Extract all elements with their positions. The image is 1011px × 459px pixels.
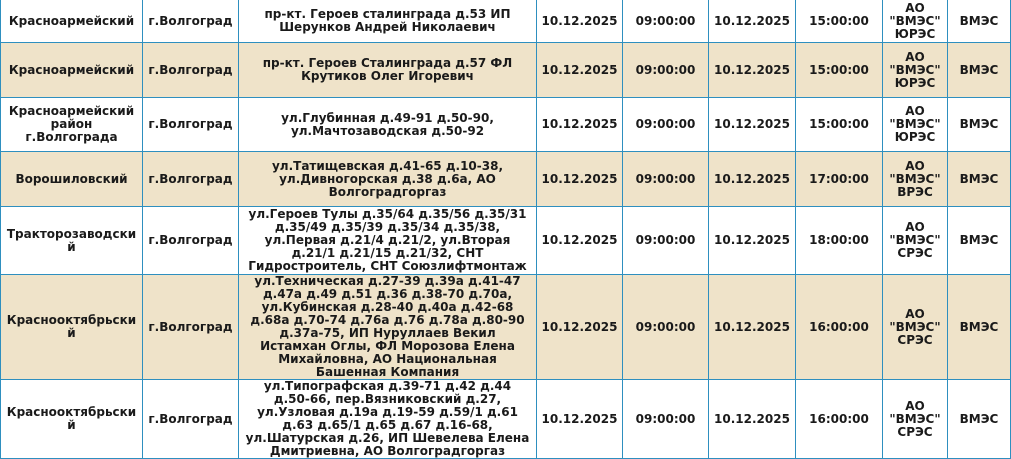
end-date-cell: 10.12.2025 (709, 98, 796, 152)
organization-cell: АО "ВМЭС" СРЭС (883, 207, 948, 275)
organization-cell: АО "ВМЭС" ЮРЭС (883, 98, 948, 152)
network-cell: ВМЭС (948, 43, 1011, 98)
district-cell: Красноармейский (1, 43, 143, 98)
end-time-cell: 15:00:00 (796, 98, 883, 152)
network-cell: ВМЭС (948, 152, 1011, 207)
table-row (1, 207, 1011, 275)
network-cell: ВМЭС (948, 275, 1011, 380)
start-time-cell: 09:00:00 (623, 0, 709, 43)
address-cell: ул.Техническая д.27-39 д.39а д.41-47 д.47а д.49 д.51 д.36 д.38-70 д.70а, ул.Кубинская д.28-40 д.40а д.42-68 д.68а д.70-74 д.76а д.76 д.78а д.80-90 д.37а-75, ИП Нуруллаев Векил Истамхан Оглы, ФЛ Морозова Елена Михайловна, АО Национальная Башенная Компания (239, 275, 537, 380)
city-cell: г.Волгоград (143, 98, 239, 152)
end-date-cell: 10.12.2025 (709, 275, 796, 380)
district-cell: Краснооктябрьский (1, 275, 143, 380)
address-cell: ул.Глубинная д.49-91 д.50-90, ул.Мачтозаводская д.50-92 (239, 98, 537, 152)
organization-cell: АО "ВМЭС" ВРЭС (883, 152, 948, 207)
city-cell: г.Волгоград (143, 43, 239, 98)
end-date-cell: 10.12.2025 (709, 380, 796, 459)
table-row (1, 43, 1011, 98)
end-time-cell: 18:00:00 (796, 207, 883, 275)
table-row (1, 380, 1011, 459)
organization-cell: АО "ВМЭС" СРЭС (883, 275, 948, 380)
start-date-cell: 10.12.2025 (537, 380, 623, 459)
end-date-cell: 10.12.2025 (709, 43, 796, 98)
city-cell: г.Волгоград (143, 207, 239, 275)
start-date-cell: 10.12.2025 (537, 43, 623, 98)
district-cell: Ворошиловский (1, 152, 143, 207)
address-cell: ул.Героев Тулы д.35/64 д.35/56 д.35/31 д.35/49 д.35/39 д.35/34 д.35/38, ул.Первая д.21/4 д.21/2, ул.Вторая д.21/1 д.21/15 д.21/32, СНТ Гидростроитель, СНТ Союзлифтмонтаж (239, 207, 537, 275)
end-date-cell: 10.12.2025 (709, 207, 796, 275)
organization-cell: АО "ВМЭС" СРЭС (883, 380, 948, 459)
city-cell: г.Волгоград (143, 0, 239, 43)
organization-cell: АО "ВМЭС" ЮРЭС (883, 43, 948, 98)
city-cell: г.Волгоград (143, 380, 239, 459)
district-cell: Красноармейский (1, 0, 143, 43)
start-date-cell: 10.12.2025 (537, 0, 623, 43)
start-time-cell: 09:00:00 (623, 380, 709, 459)
start-time-cell: 09:00:00 (623, 275, 709, 380)
table-row (1, 275, 1011, 380)
table-row (1, 98, 1011, 152)
city-cell: г.Волгоград (143, 275, 239, 380)
start-date-cell: 10.12.2025 (537, 152, 623, 207)
start-time-cell: 09:00:00 (623, 152, 709, 207)
start-time-cell: 09:00:00 (623, 98, 709, 152)
address-cell: ул.Татищевская д.41-65 д.10-38, ул.Дивногорская д.38 д.6а, АО Волгоградгоргаз (239, 152, 537, 207)
network-cell: ВМЭС (948, 0, 1011, 43)
address-cell: пр-кт. Героев сталинграда д.53 ИП Шерунков Андрей Николаевич (239, 0, 537, 43)
end-date-cell: 10.12.2025 (709, 0, 796, 43)
end-time-cell: 16:00:00 (796, 380, 883, 459)
end-time-cell: 15:00:00 (796, 43, 883, 98)
start-date-cell: 10.12.2025 (537, 275, 623, 380)
network-cell: ВМЭС (948, 207, 1011, 275)
start-date-cell: 10.12.2025 (537, 207, 623, 275)
network-cell: ВМЭС (948, 98, 1011, 152)
district-cell: Краснооктябрьский (1, 380, 143, 459)
start-time-cell: 09:00:00 (623, 207, 709, 275)
city-cell: г.Волгоград (143, 152, 239, 207)
end-date-cell: 10.12.2025 (709, 152, 796, 207)
organization-cell: АО "ВМЭС" ЮРЭС (883, 0, 948, 43)
end-time-cell: 17:00:00 (796, 152, 883, 207)
address-cell: пр-кт. Героев Сталинграда д.57 ФЛ Крутиков Олег Игоревич (239, 43, 537, 98)
district-cell: Красноармейский район г.Волгограда (1, 98, 143, 152)
network-cell: ВМЭС (948, 380, 1011, 459)
start-time-cell: 09:00:00 (623, 43, 709, 98)
table-row (1, 152, 1011, 207)
address-cell: ул.Типографская д.39-71 д.42 д.44 д.50-66, пер.Вязниковский д.27, ул.Узловая д.19а д.19-59 д.59/1 д.61 д.63 д.65/1 д.65 д.67 д.16-68, ул.Шатурская д.26, ИП Шевелева Елена Дмитриевна, АО Волгоградгоргаз (239, 380, 537, 459)
district-cell: Тракторозаводский (1, 207, 143, 275)
table-row (1, 0, 1011, 43)
end-time-cell: 16:00:00 (796, 275, 883, 380)
end-time-cell: 15:00:00 (796, 0, 883, 43)
start-date-cell: 10.12.2025 (537, 98, 623, 152)
